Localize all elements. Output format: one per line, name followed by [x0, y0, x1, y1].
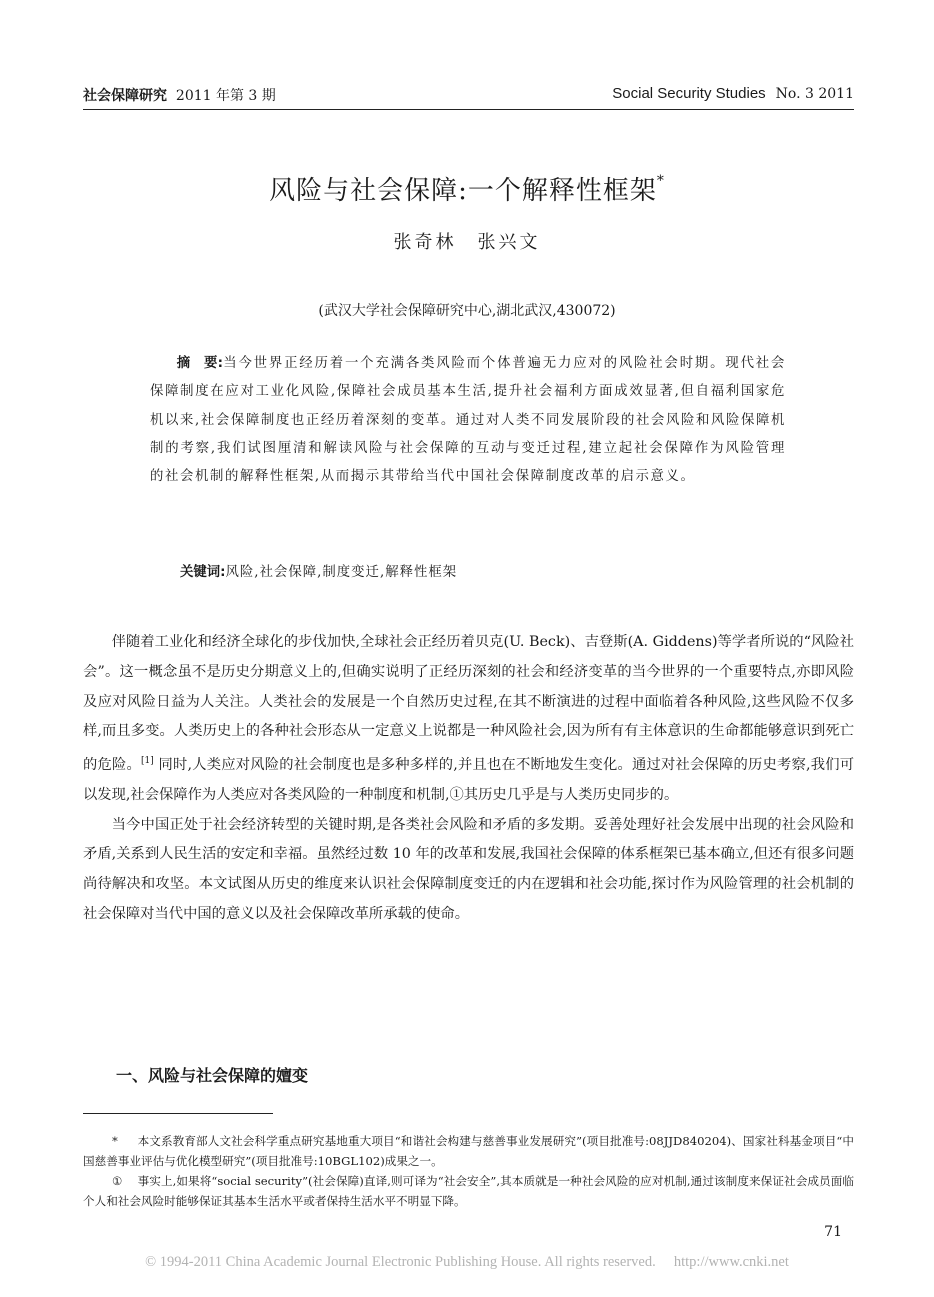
footnote-text: 事实上,如果将“social security”(社会保障)直译,则可译为“社会安全”,其本质就是一种社会风险的应对机制,通过该制度来保证社会成员面临个人和社会风险时能够保证其基本生活水平或者保持生活水平不明显下降。: [83, 1174, 854, 1208]
header-left: [83, 85, 276, 105]
journal-name-en: Social Security Studies: [612, 85, 766, 102]
article-title: [0, 170, 934, 207]
abstract-label: 摘 要:: [176, 356, 223, 371]
copyright-watermark: © 1994-2011 China Academic Journal Electronic Publishing House. All rights reserved. http://www.cnki.net: [145, 1254, 789, 1270]
footnote-item: [83, 1171, 854, 1211]
authors: 张奇林 张兴文: [393, 232, 541, 253]
body-paragraph-1-part-b: 同时,人类应对风险的社会制度也是多种多样的,并且也在不断地发生变化。通过对社会保障的历史考察,我们可以发现,社会保障作为人类应对各类风险的一种制度和机制,①其历史几乎是与人类历史同步的。: [83, 756, 854, 803]
page-number: 71: [824, 1224, 842, 1240]
keywords-label: 关键词:: [180, 565, 226, 580]
body-paragraph-1-part-a: 伴随着工业化和经济全球化的步伐加快,全球社会正经历着贝克(U. Beck)、吉登斯(A. Giddens)等学者所说的“风险社会”。这一概念虽不是历史分期意义上的,但确实说明了正经历深刻的社会和经济变革的当今世界的一个重要特点,亦即风险及应对风险日益为人关注。人类社会的发展是一个自然历史过程,在其不断演进的过程中面临着各种风险,这些风险不仅多样,而且多变。人类历史上的各种社会形态从一定意义上说都是一种风险社会,因为所有有主体意识的生命都能够意识到死亡的危险。: [83, 634, 854, 773]
footnote-text: 本文系教育部人文社会科学重点研究基地重大项目“和谐社会构建与慈善事业发展研究”(项目批准号:08JJD840204)、国家社科基金项目“中国慈善事业评估与优化模型研究”(项目批准号:10BGL102)成果之一。: [83, 1134, 854, 1168]
title-footnote-mark: *: [656, 173, 665, 189]
footnote-item: [83, 1131, 854, 1171]
footnote-divider: [83, 1113, 273, 1114]
footnote-mark: ①: [112, 1174, 123, 1188]
title-text: 风险与社会保障:一个解释性框架: [269, 176, 657, 206]
running-header: [83, 85, 854, 110]
body-paragraph-2: 当今中国正处于社会经济转型的关键时期,是各类社会风险和矛盾的多发期。妥善处理好社会发展中出现的社会风险和矛盾,关系到人民生活的安定和幸福。虽然经过数 10 年的改革和发展,我国社会保障的体系框架已基本确立,但还有很多问题尚待解决和攻坚。本文试图从历史的维度来认识社会保障制度变迁的内在逻辑和社会功能,探讨作为风险管理的社会机制的社会保障对当代中国的意义以及社会保障改革所承载的使命。: [83, 816, 854, 922]
abstract-text: 当今世界正经历着一个充满各类风险而个体普遍无力应对的风险社会时期。现代社会保障制度在应对工业化风险,保障社会成员基本生活,提升社会福利方面成效显著,但自福利国家危机以来,社会保障制度也正经历着深刻的变革。通过对人类不同发展阶段的社会风险和风险保障机制的考察,我们试图厘清和解读风险与社会保障的互动与变迁过程,建立起社会保障作为风险管理的社会机制的解释性框架,从而揭示其带给当代中国社会保障制度改革的启示意义。: [150, 356, 786, 485]
body-text: [83, 628, 854, 930]
citation-1: [1]: [141, 756, 154, 767]
footnote-mark: *: [112, 1134, 118, 1148]
issue-en: No. 3 2011: [775, 86, 854, 102]
affiliation: (武汉大学社会保障研究中心,湖北武汉,430072): [318, 303, 616, 319]
abstract: [150, 350, 786, 491]
keywords: [180, 561, 457, 580]
abstract-paragraph: [150, 350, 786, 491]
keywords-text: 风险,社会保障,制度变迁,解释性框架: [225, 565, 458, 580]
footnotes: [83, 1131, 854, 1211]
section-heading: 一、风险与社会保障的嬗变: [116, 1066, 309, 1085]
header-right: [612, 85, 854, 102]
body-paragraph-1: [83, 628, 854, 811]
issue-cn: 2011 年第 3 期: [175, 88, 276, 104]
journal-name-cn: 社会保障研究: [83, 88, 167, 104]
